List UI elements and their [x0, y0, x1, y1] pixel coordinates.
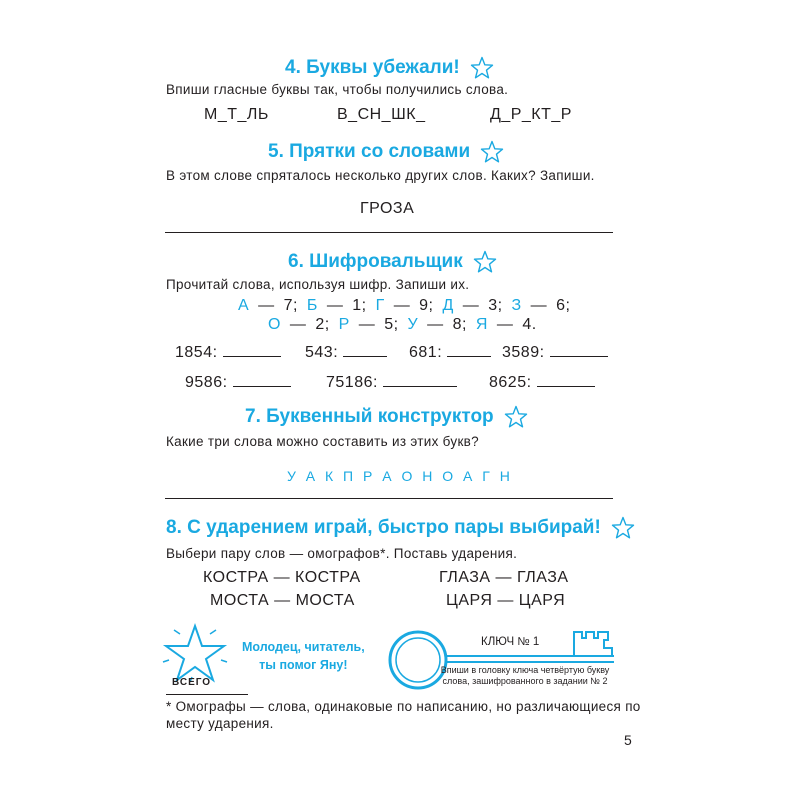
- code-9586: 9586:: [185, 372, 291, 392]
- answer-line[interactable]: [165, 498, 613, 499]
- key-instruction: Впиши в головку ключа четвёртую букву слова, зашифрованного в задании № 2: [440, 665, 610, 686]
- code-543: 543:: [305, 342, 387, 362]
- badge-label: ВСЕГО: [172, 677, 212, 688]
- answer-blank[interactable]: [537, 372, 595, 387]
- task6-instruction: Прочитай слова, используя шифр. Запиши их.: [166, 277, 470, 292]
- task8-instruction: Выбери пару слов — омографов*. Поставь ударения.: [166, 546, 518, 561]
- pair-4[interactable]: ЦАРЯ — ЦАРЯ: [446, 592, 566, 609]
- task5-title: 5. Прятки со словами: [268, 141, 471, 162]
- pair-3[interactable]: МОСТА — МОСТА: [210, 592, 355, 609]
- answer-blank[interactable]: [343, 342, 387, 357]
- task4-title-row: [285, 56, 494, 80]
- task8-title: 8. С ударением играй, быстро пары выбирай!: [166, 517, 601, 538]
- task4-title: 4. Буквы убежали!: [285, 57, 460, 78]
- star-icon: [470, 56, 494, 80]
- star-icon: [504, 405, 528, 429]
- code-1854: 1854:: [175, 342, 281, 362]
- task5-title-row: [268, 140, 504, 164]
- task6-title-row: [288, 250, 497, 274]
- pair-1[interactable]: КОСТРА — КОСТРА: [203, 569, 361, 586]
- task7-letters: У А К П Р А О Н О А Г Н: [287, 468, 513, 484]
- page-number: 5: [624, 732, 632, 748]
- task4-word-3: Д_Р_КТ_Р: [490, 106, 572, 123]
- answer-blank[interactable]: [223, 342, 281, 357]
- task5-word: ГРОЗА: [360, 200, 415, 217]
- task4-word-2: В_СН_ШК_: [337, 106, 426, 123]
- cipher-row-2: О — 2; Р — 5; У — 8; Я — 4.: [268, 316, 537, 333]
- pair-2[interactable]: ГЛАЗА — ГЛАЗА: [439, 569, 569, 586]
- cipher-row-1: А — 7; Б — 1; Г — 9; Д — 3; З — 6;: [238, 297, 571, 314]
- praise: Молодец, читатель, ты помог Яну!: [242, 640, 365, 672]
- answer-blank[interactable]: [550, 342, 608, 357]
- answer-blank[interactable]: [447, 342, 491, 357]
- star-icon: [480, 140, 504, 164]
- task5-instruction: В этом слове спряталось несколько других слов. Каких? Запиши.: [166, 168, 595, 183]
- answer-blank[interactable]: [383, 372, 457, 387]
- task4-word-1: М_Т_ЛЬ: [204, 106, 269, 123]
- task7-instruction: Какие три слова можно составить из этих букв?: [166, 434, 479, 449]
- task4-instruction: Впиши гласные буквы так, чтобы получились слова.: [166, 82, 509, 97]
- code-3589: 3589:: [502, 342, 608, 362]
- task7-title: 7. Буквенный конструктор: [245, 406, 494, 427]
- star-icon: [611, 516, 635, 540]
- code-681: 681:: [409, 342, 491, 362]
- star-icon: [473, 250, 497, 274]
- answer-line[interactable]: [165, 232, 613, 233]
- task8-title-row: [166, 516, 635, 540]
- footnote-divider: [166, 694, 248, 695]
- code-8625: 8625:: [489, 372, 595, 392]
- task7-title-row: [245, 405, 528, 429]
- answer-blank[interactable]: [233, 372, 291, 387]
- task6-title: 6. Шифровальщик: [288, 251, 463, 272]
- footnote: * Омографы — слова, одинаковые по написанию, но различающиеся по месту ударения.: [166, 699, 641, 731]
- code-75186: 75186:: [326, 372, 457, 392]
- key-title: КЛЮЧ № 1: [481, 636, 540, 648]
